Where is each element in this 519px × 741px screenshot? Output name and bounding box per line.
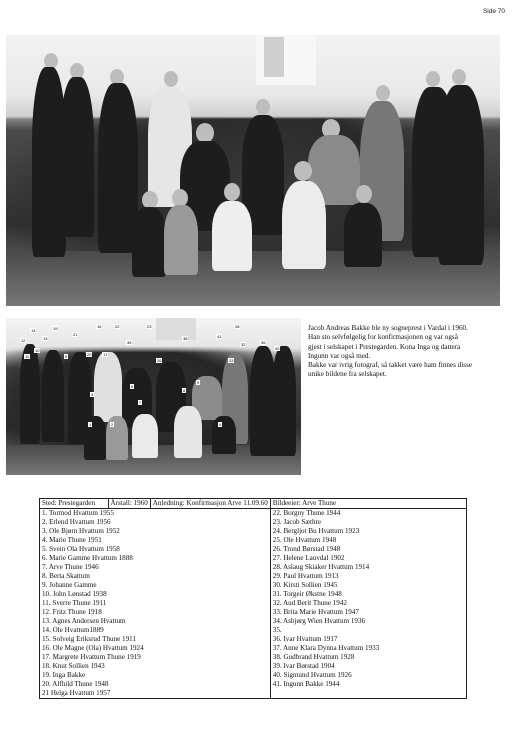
photo-marker: 7: [139, 400, 142, 405]
occasion-cell: Anledning: Konfirmasjon Arve 11.09.60: [150, 499, 270, 509]
list-item: 22. Borgny Thune 1944: [272, 509, 341, 517]
list-item: 16. Ole Magne (Ola) Hvattum 1924: [42, 644, 144, 652]
list-item: 6. Marie Gamme Hvattum 1888: [42, 554, 133, 562]
list-item: 31. Torgeir Økstne 1948: [272, 590, 342, 598]
photo-marker: 22: [115, 324, 120, 329]
photo-marker: 33: [229, 358, 234, 363]
list-item: 21 Helga Hvattum 1957: [42, 689, 111, 697]
table-header-row: [40, 499, 467, 509]
list-item: 20. Alfhild Thune 1948: [42, 680, 109, 688]
names-right-column: [270, 509, 466, 699]
place-cell: Sted: Prestegarden: [40, 499, 109, 509]
photo-marker: 2: [111, 422, 114, 427]
list-item: 5. Svein Ola Hvattum 1958: [42, 545, 120, 553]
list-item: 17. Margrete Hvattum Thune 1919: [42, 653, 141, 661]
photo-marker: 21: [73, 332, 78, 337]
list-item: 12. Fritz Thune 1918: [42, 608, 102, 616]
list-item: 38. Gudbrand Hvattum 1928: [272, 653, 355, 661]
list-item: 7. Arve Thune 1946: [42, 563, 99, 571]
caption-line: Jacob Andreas Bakke ble ny sogneprest i Vardal i 1960.: [308, 324, 468, 332]
photo-marker: 36: [261, 340, 266, 345]
list-item: 19. Inga Bakke: [42, 671, 86, 679]
photo-marker: 19: [53, 326, 58, 331]
caption-line: Bakke var ivrig fotograf, så takket være ham finnes disse: [308, 361, 473, 370]
photo-marker: 13: [43, 336, 48, 341]
list-item: 27. Helene Lauvdal 1902: [272, 554, 345, 562]
photo-marker: 6: [131, 384, 134, 389]
list-item: 34. Asbjørg Wien Hvattum 1936: [272, 617, 366, 625]
photo-marker: 14: [31, 328, 36, 333]
name-list-table: [39, 498, 467, 699]
group-photo-large: [6, 35, 500, 306]
list-item: 36. Ivar Hvattum 1917: [272, 635, 338, 643]
list-item: 9. Johanne Gamme: [42, 581, 97, 589]
photo-marker: 26: [157, 358, 162, 363]
list-item: 18. Knut Sollien 1943: [42, 662, 105, 670]
photo-marker: 4: [219, 422, 222, 427]
photo-marker: 1: [89, 422, 92, 427]
owner-cell: Bildeeier: Arve Thune: [270, 499, 466, 509]
list-item: 32. Aud Berit Thune 1942: [272, 599, 347, 607]
photo-marker: 10: [35, 348, 40, 353]
list-item: 13. Agnes Andersen Hvattum: [42, 617, 126, 625]
photo-marker: 32: [241, 342, 246, 347]
photo-marker: 12: [21, 338, 26, 343]
photo-marker: 23: [147, 324, 152, 329]
group-photo-numbered: [6, 318, 301, 475]
list-item: 39. Ivar Børstad 1904: [272, 662, 335, 670]
table-body-row: [40, 509, 467, 699]
list-item: 11. Sverre Thune 1911: [42, 599, 107, 607]
list-item: 30. Kirsti Sollien 1945: [272, 581, 338, 589]
list-item: 8. Berta Skattum: [42, 572, 90, 580]
caption-line: unike bildene fra selskapet.: [308, 370, 387, 379]
year-cell: Årstall: 1960: [108, 499, 150, 509]
list-item: 23. Jacob Sæthre: [272, 518, 322, 526]
list-item: 29. Paul Hvattum 1913: [272, 572, 339, 580]
caption-line: Ingunn var også med.: [308, 351, 371, 360]
photo-marker: 16: [97, 324, 102, 329]
list-item: 40. Sigmund Hvattum 1926: [272, 671, 352, 679]
list-item: 10. John Lønstad 1938: [42, 590, 107, 598]
list-item: 24. Bergljot Bu Hvattum 1923: [272, 527, 360, 535]
list-item: 26. Trond Børstad 1948: [272, 545, 341, 553]
list-item: 15. Solveig Eriksrud Thune 1911: [42, 635, 136, 643]
photo-marker: 8: [183, 388, 186, 393]
caption-line: gjest i selskapet i Prestegarden. Kona Inga og dattera: [308, 342, 461, 351]
photo-marker: 3: [91, 392, 94, 397]
photo-caption: [308, 324, 514, 380]
list-item: 1. Tormod Hvattum 1955: [42, 509, 114, 517]
list-item: 37. Anne Klara Dynna Hvattum 1933: [272, 644, 380, 652]
list-item: 25. Ole Hvattum 1948: [272, 536, 337, 544]
list-item: 35.: [272, 626, 282, 634]
photo-marker: 35: [127, 340, 132, 345]
photo-marker: 38: [183, 336, 188, 341]
list-item: 41. Ingunn Bakke 1944: [272, 680, 340, 688]
names-left-column: [40, 509, 271, 699]
photo-marker: 20: [87, 352, 92, 357]
photo-marker: 5: [65, 354, 68, 359]
caption-line: Han sto selvfølgelig for konfirmasjonen og var også: [308, 333, 458, 342]
photo-marker: 28: [235, 324, 240, 329]
list-item: 3. Ole Bjørn Hvattum 1952: [42, 527, 120, 535]
photo-marker: 40: [275, 346, 280, 351]
list-item: 28. Aslaug Skiaker Hvattum 1914: [272, 563, 370, 571]
photo-marker: 9: [197, 380, 200, 385]
page-number: Side 70: [482, 8, 505, 15]
list-item: 4. Marie Thune 1951: [42, 536, 102, 544]
list-item: 33. Brita Marie Hvattum 1947: [272, 608, 359, 616]
photo-marker: 11: [25, 354, 30, 359]
photo-marker: 41: [217, 334, 222, 339]
list-item: 2. Erlend Hvattum 1956: [42, 518, 111, 526]
list-item: 14. Ole Hvattum1889: [42, 626, 104, 634]
photo-marker: 17: [103, 352, 108, 357]
